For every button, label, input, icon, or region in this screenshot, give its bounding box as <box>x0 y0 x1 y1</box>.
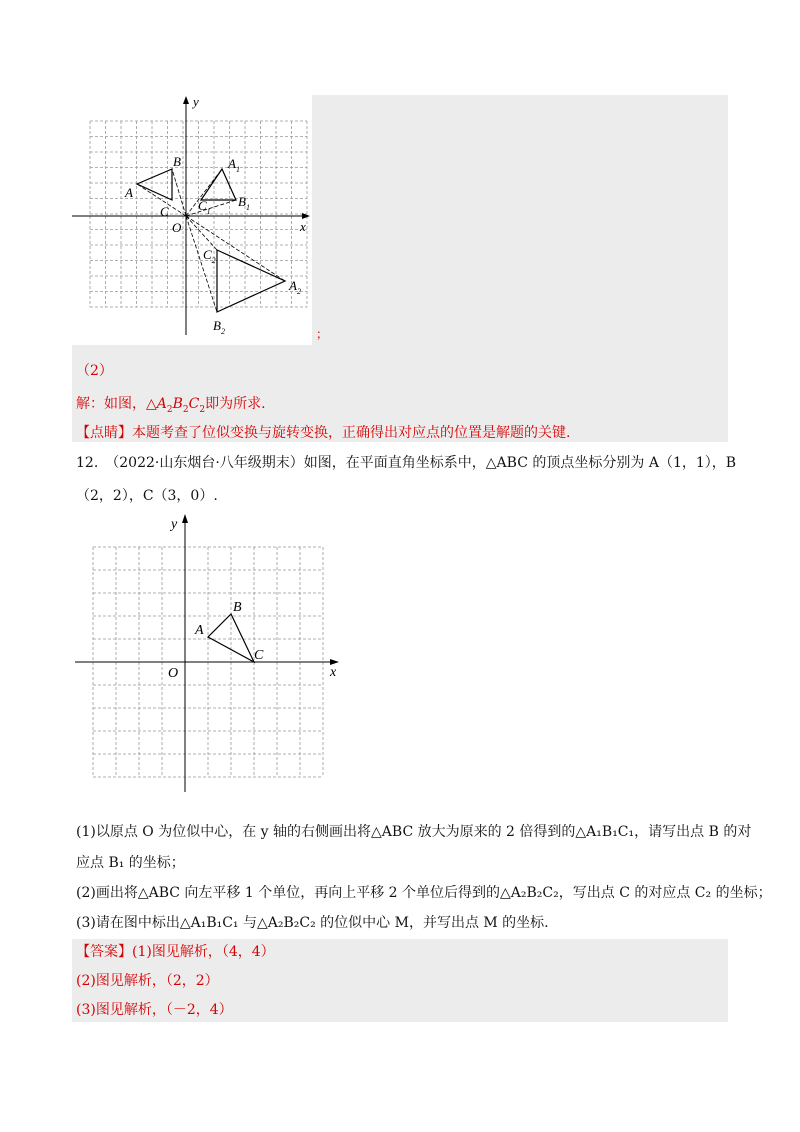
answer-3: (3)图见解析，（－2，4） <box>76 1002 233 1018</box>
point-b-label: B <box>233 600 242 615</box>
top-answer-panel-right <box>312 95 728 345</box>
point-b1-label: $B_1$ <box>238 194 250 212</box>
part2-answer: 解：如图，$\triangle A_2B_2C_2$即为所求. <box>76 396 266 415</box>
question-3: (3)请在图中标出△A₁B₁C₁ 与△A₂B₂C₂ 的位似中心 M，并写出点 M 的坐标. <box>76 915 549 931</box>
point-a-label: A <box>195 623 204 638</box>
answer-tag: 【答案】 <box>76 944 132 960</box>
answer-2: (2)图见解析，（2，2） <box>76 973 219 989</box>
top-coordinate-figure <box>72 90 322 340</box>
point-c-label: C <box>254 648 264 663</box>
dianjing-note: 【点睛】本题考查了位似变换与旋转变换，正确得出对应点的位置是解题的关键. <box>76 425 571 441</box>
problem12-line2: （2，2），C（3，0）. <box>76 488 218 504</box>
origin-label: O <box>172 220 182 235</box>
point-a1-label: $A_1$ <box>228 156 240 174</box>
x-axis-label: x <box>300 219 306 234</box>
dianjing-tag: 【点睛】 <box>76 425 132 441</box>
part2-number: （2） <box>76 363 113 379</box>
triangle-a1b1c1 <box>201 169 236 200</box>
origin-label: O <box>168 666 179 681</box>
trailing-semicolon: ； <box>316 327 329 341</box>
point-a-label: A <box>125 185 133 200</box>
question-1-line2: 应点 B₁ 的坐标； <box>76 855 185 871</box>
triangle-a2b2c2 <box>217 250 285 312</box>
point-c2-label: $C_2$ <box>203 247 216 265</box>
bottom-coordinate-figure <box>72 508 352 800</box>
y-axis-label: y <box>193 94 199 109</box>
question-2: (2)画出将△ABC 向左平移 1 个单位，再向上平移 2 个单位后得到的△A₂B₂C₂，写出点 C 的对应点 C₂ 的坐标； <box>76 885 772 901</box>
point-a2-label: $A_2$ <box>289 278 301 296</box>
problem12-line1: 12. （2022·山东烟台·八年级期末）如图，在平面直角坐标系中，△ABC 的顶点坐标分别为 A（1，1），B <box>76 455 737 471</box>
point-b2-label: $B_2$ <box>213 318 225 336</box>
question-1-line1: (1)以原点 O 为位似中心，在 y 轴的右侧画出将△ABC 放大为原来的 2 倍得到的△A₁B₁C₁，请写出点 B 的对 <box>76 824 752 840</box>
y-axis-label: y <box>171 517 178 532</box>
point-c1-label: $C_1$ <box>198 198 211 216</box>
point-b-label: B <box>173 154 181 169</box>
answer-1: 【答案】(1)图见解析，（4，4） <box>76 944 275 960</box>
x-axis-label: x <box>330 665 337 680</box>
point-c-label: C <box>160 204 169 219</box>
